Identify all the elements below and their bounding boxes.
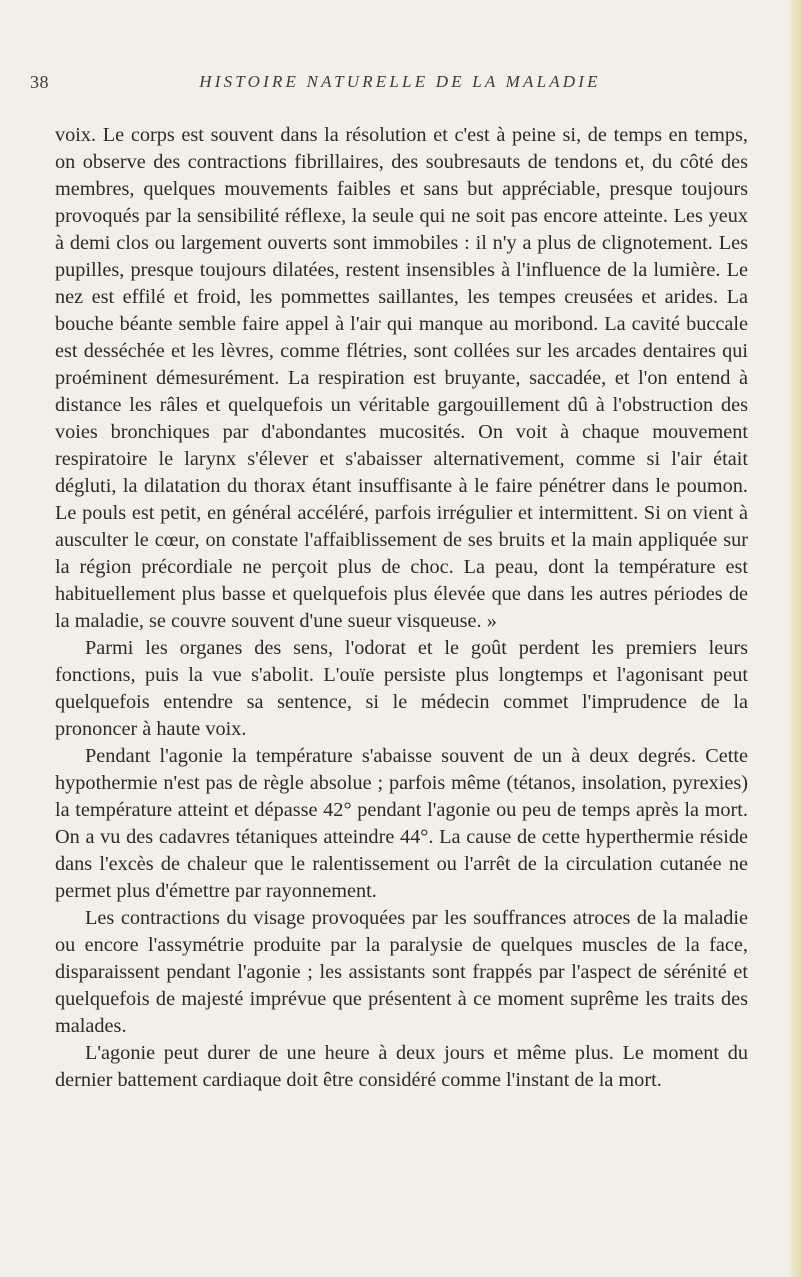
page-number: 38 xyxy=(30,72,49,92)
paragraph-face: Les contractions du visage provoquées par les souffrances atroces de la maladie ou encore l'assymétrie produite par la paralysie de quelques muscles de la face, disparaissent pendant l'agonie ; les assistants sont frappés par l'aspect de sérénité et quelquefois de majesté imprévue que présentent à ce moment suprême les traits des malades. xyxy=(55,907,748,1037)
paragraph-duration: L'agonie peut durer de une heure à deux jours et même plus. Le moment du dernier battement cardiaque doit être considéré comme l'instant de la mort. xyxy=(55,1042,748,1091)
paragraph-continued: voix. Le corps est souvent dans la résolution et c'est à peine si, de temps en temps, on observe des contractions fibrillaires, des soubresauts de tendons et, du côté des membres, quelques mouvements faibles et sans but appréciable, presque toujours provoqués par la sensibilité réflexe, la seule qui ne soit pas encore atteinte. Les yeux à demi clos ou largement ouverts sont immobiles : il n'y a plus de clignotement. Les pupilles, presque toujours dilatées, restent insensibles à l'influence de la lumière. Le nez est effilé et froid, les pommettes saillantes, les tempes creusées et arides. La bouche béante semble faire appel à l'air qui manque au moribond. La cavité buccale est desséchée et les lèvres, comme flétries, sont collées sur les arcades dentaires qui proéminent démesurément. La respiration est bruyante, saccadée, et l'on entend à distance les râles et quelquefois un véritable gargouillement dû à l'obstruction des voies bronchiques par d'abondantes mucosités. On voit à chaque mouvement respiratoire le larynx s'élever et s'abaisser alternativement, comme si l'air était dégluti, la dilatation du thorax étant insuffisante à le faire pénétrer dans le poumon. Le pouls est petit, en général accéléré, parfois irrégulier et intermittent. Si on vient à ausculter le cœur, on constate l'affaiblissement de ses bruits et la main appliquée sur la région précordiale ne perçoit plus de choc. La peau, dont la température est habituellement plus basse et quelquefois plus élevée que dans les autres périodes de la maladie, se couvre souvent d'une sueur visqueuse. » xyxy=(55,124,748,632)
page-header xyxy=(30,72,750,98)
paragraph-senses: Parmi les organes des sens, l'odorat et le goût perdent les premiers leurs fonctions, puis la vue s'abolit. L'ouïe persiste plus longtemps et l'agonisant peut quelquefois entendre sa sentence, si le médecin commet l'imprudence de la prononcer à haute voix. xyxy=(55,637,748,740)
paragraph-temperature: Pendant l'agonie la température s'abaisse souvent de un à deux degrés. Cette hypothermie n'est pas de règle absolue ; parfois même (tétanos, insolation, pyrexies) la température atteint et dépasse 42° pendant l'agonie ou peu de temps après la mort. On a vu des cadavres tétaniques atteindre 44°. La cause de cette hyperthermie réside dans l'excès de chaleur que le ralentissement ou l'arrêt de la circulation cutanée ne permet plus d'émettre par rayonnement. xyxy=(55,745,748,902)
body-text xyxy=(55,122,748,1094)
page-edge-shadow xyxy=(787,0,801,1277)
running-title: HISTOIRE NATURELLE DE LA MALADIE xyxy=(199,72,601,91)
